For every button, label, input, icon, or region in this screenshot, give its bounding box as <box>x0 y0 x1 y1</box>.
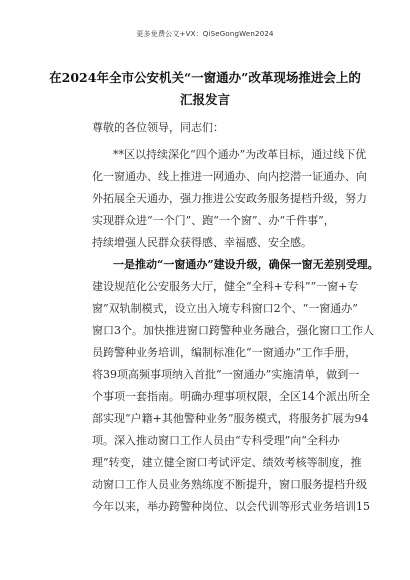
section-1-line-9: 理”转变，建立健全窗口考试评定、绩效考核等制度，推 <box>92 456 362 469</box>
salutation: 尊敬的各位领导，同志们： <box>92 121 224 134</box>
section-1-line-2: 窗”双轨制模式，设立出入境专科窗口2个、“一窗通办” <box>92 302 358 315</box>
intro-line-1: **区以持续深化“四个通办”为改革目标，通过线下优 <box>113 148 367 161</box>
document-title-line-1: 在2024年全市公安机关“一窗通办”改革现场推进会上的 <box>49 70 361 85</box>
section-1-line-8: 项。深入推动窗口工作人员由“专科受理”向“全科办 <box>92 434 340 447</box>
section-1-line-10: 动窗口工作人员业务熟练度不断提升，窗口服务提档升级 <box>92 478 367 491</box>
section-1-line-1: 建设规范化公安服务大厅，健全“全科+专科”“一窗+专 <box>92 280 359 293</box>
section-1-line-6: 个事项一套指南。明确办理事项权限，全区14个派出所全 <box>92 390 370 403</box>
intro-line-2: 化一窗通办、线上推进一网通办、向内挖潜一证通办、向 <box>92 170 367 183</box>
section-1-line-4: 员跨警种业务培训，编制标准化“一窗通办”工作手册， <box>92 346 357 359</box>
section-1-heading: 一是推动“一窗通办”建设升级，确保一窗无差别受理。 <box>113 258 379 271</box>
section-1-line-11: 今年以来，举办跨警种岗位、以会代训等形式业务培训15 <box>92 500 370 513</box>
intro-line-5: 持续增强人民群众获得感、幸福感、安全感。 <box>92 236 312 249</box>
intro-line-3: 外拓展全天通办，强力推进公安政务服务提档升级，努力 <box>92 192 367 205</box>
header-watermark-note: 更多免费公文+VX：QiSeGongWen2024 <box>136 30 274 38</box>
section-1-line-3: 窗口3个。加快推进窗口跨警种业务融合，强化窗口工作人 <box>92 324 374 337</box>
section-1-line-5: 将39项高频事项纳入首批“一窗通办”实施清单，做到一 <box>92 368 360 381</box>
intro-line-4: 实现群众进“一个门”、跑“一个窗”、办“千件事”， <box>92 214 335 227</box>
section-1-line-7: 部实现“户籍+其他警种业务”服务模式，将服务扩展为94 <box>92 412 369 425</box>
document-title-line-2: 汇报发言 <box>179 92 230 107</box>
